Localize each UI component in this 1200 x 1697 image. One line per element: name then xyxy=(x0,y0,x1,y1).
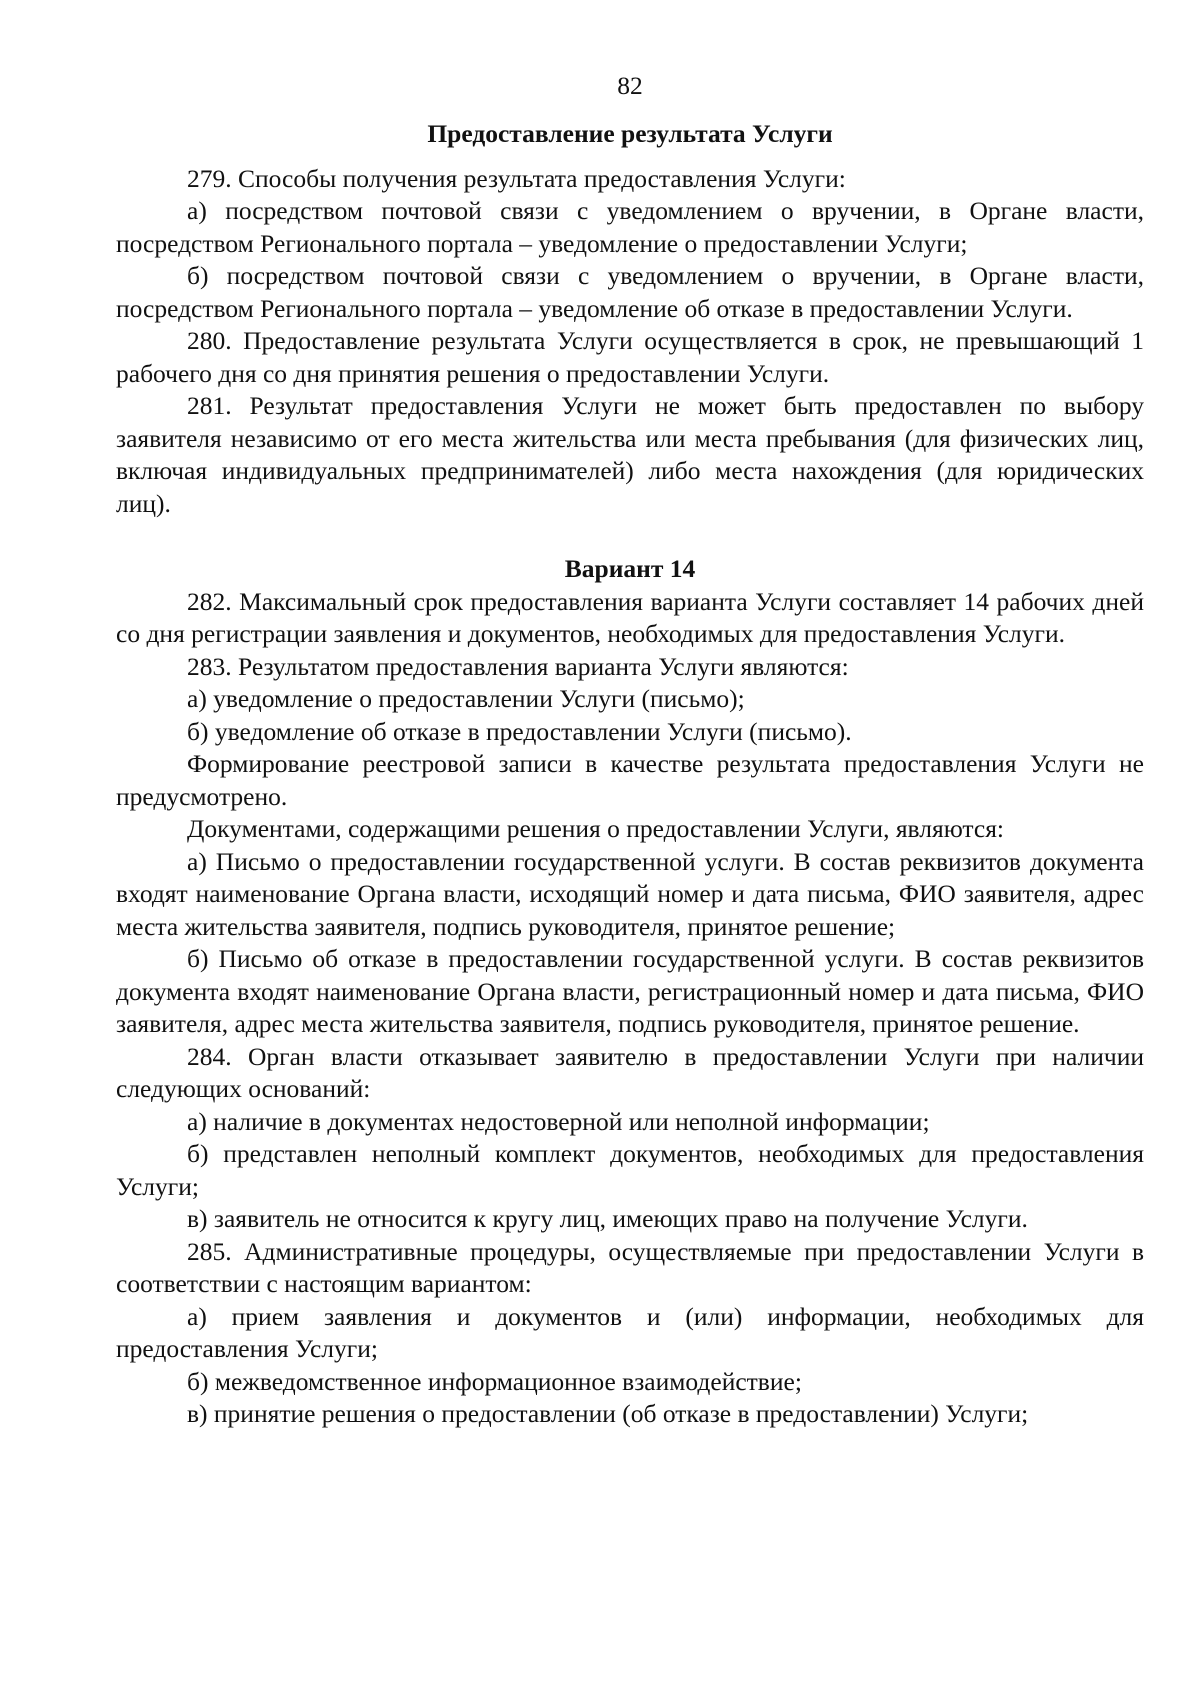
paragraph: 281. Результат предоставления Услуги не может быть предоставлен по выбору заявителя независимо от его места жительства или места пребывания (для физических лиц, включая индивидуальных предпринимателей) либо места нахождения (для юридических лиц). xyxy=(116,391,1144,518)
paragraph: 282. Максимальный срок предоставления варианта Услуги составляет 14 рабочих дней со дня регистрации заявления и документов, необходимых для предоставления Услуги. xyxy=(116,586,1144,648)
paragraph: Формирование реестровой записи в качестве результата предоставления Услуги не предусмотрено. xyxy=(116,749,1144,811)
paragraph: в) принятие решения о предоставлении (об отказе в предоставлении) Услуги; xyxy=(187,1399,1029,1428)
paragraph: б) Письмо об отказе в предоставлении государственной услуги. В состав реквизитов документа входят наименование Органа власти, регистрационный номер и дата письма, ФИО заявителя, адрес места жительства заявителя, подпись руководителя, принятое решение. xyxy=(116,944,1144,1038)
paragraph: а) прием заявления и документов и (или) информации, необходимых для предоставления Услуги; xyxy=(116,1301,1144,1363)
paragraph: б) уведомление об отказе в предоставлении Услуги (письмо). xyxy=(187,716,852,746)
document-page xyxy=(116,70,1144,1431)
paragraph: а) Письмо о предоставлении государственной услуги. В состав реквизитов документа входят наименование Органа власти, исходящий номер и дата письма, ФИО заявителя, адрес места жительства заявителя, подпись руководителя, принятое решение; xyxy=(116,846,1144,941)
paragraph: в) заявитель не относится к кругу лиц, имеющих право на получение Услуги. xyxy=(187,1204,1028,1233)
paragraph: 283. Результатом предоставления варианта Услуги являются: xyxy=(187,651,849,681)
paragraph: б) представлен неполный комплект документов, необходимых для предоставления Услуги; xyxy=(116,1139,1144,1201)
paragraph: 285. Административные процедуры, осуществляемые при предоставлении Услуги в соответствии с настоящим вариантом: xyxy=(116,1236,1144,1298)
paragraph: б) межведомственное информационное взаимодействие; xyxy=(187,1366,802,1396)
paragraph: Документами, содержащими решения о предоставлении Услуги, являются: xyxy=(187,814,1005,843)
paragraph: 279. Способы получения результата предоставления Услуги: xyxy=(187,163,846,193)
paragraph: а) посредством почтовой связи с уведомлением о вручении, в Органе власти, посредством Регионального портала – уведомление о предоставлении Услуги; xyxy=(116,196,1144,258)
variant-title: Вариант 14 xyxy=(564,554,696,583)
paragraph: а) уведомление о предоставлении Услуги (письмо); xyxy=(187,684,745,713)
paragraph: 284. Орган власти отказывает заявителю в предоставлении Услуги при наличии следующих оснований: xyxy=(116,1041,1144,1103)
paragraph: б) посредством почтовой связи с уведомлением о вручении, в Органе власти, посредством Регионального портала – уведомление об отказе в предоставлении Услуги. xyxy=(116,261,1144,323)
section-title: Предоставление результата Услуги xyxy=(427,119,833,148)
paragraph: а) наличие в документах недостоверной или неполной информации; xyxy=(187,1106,930,1136)
page-number: 82 xyxy=(617,71,643,100)
paragraph: 280. Предоставление результата Услуги осуществляется в срок, не превышающий 1 рабочего дня со дня принятия решения о предоставлении Услуги. xyxy=(116,326,1144,388)
